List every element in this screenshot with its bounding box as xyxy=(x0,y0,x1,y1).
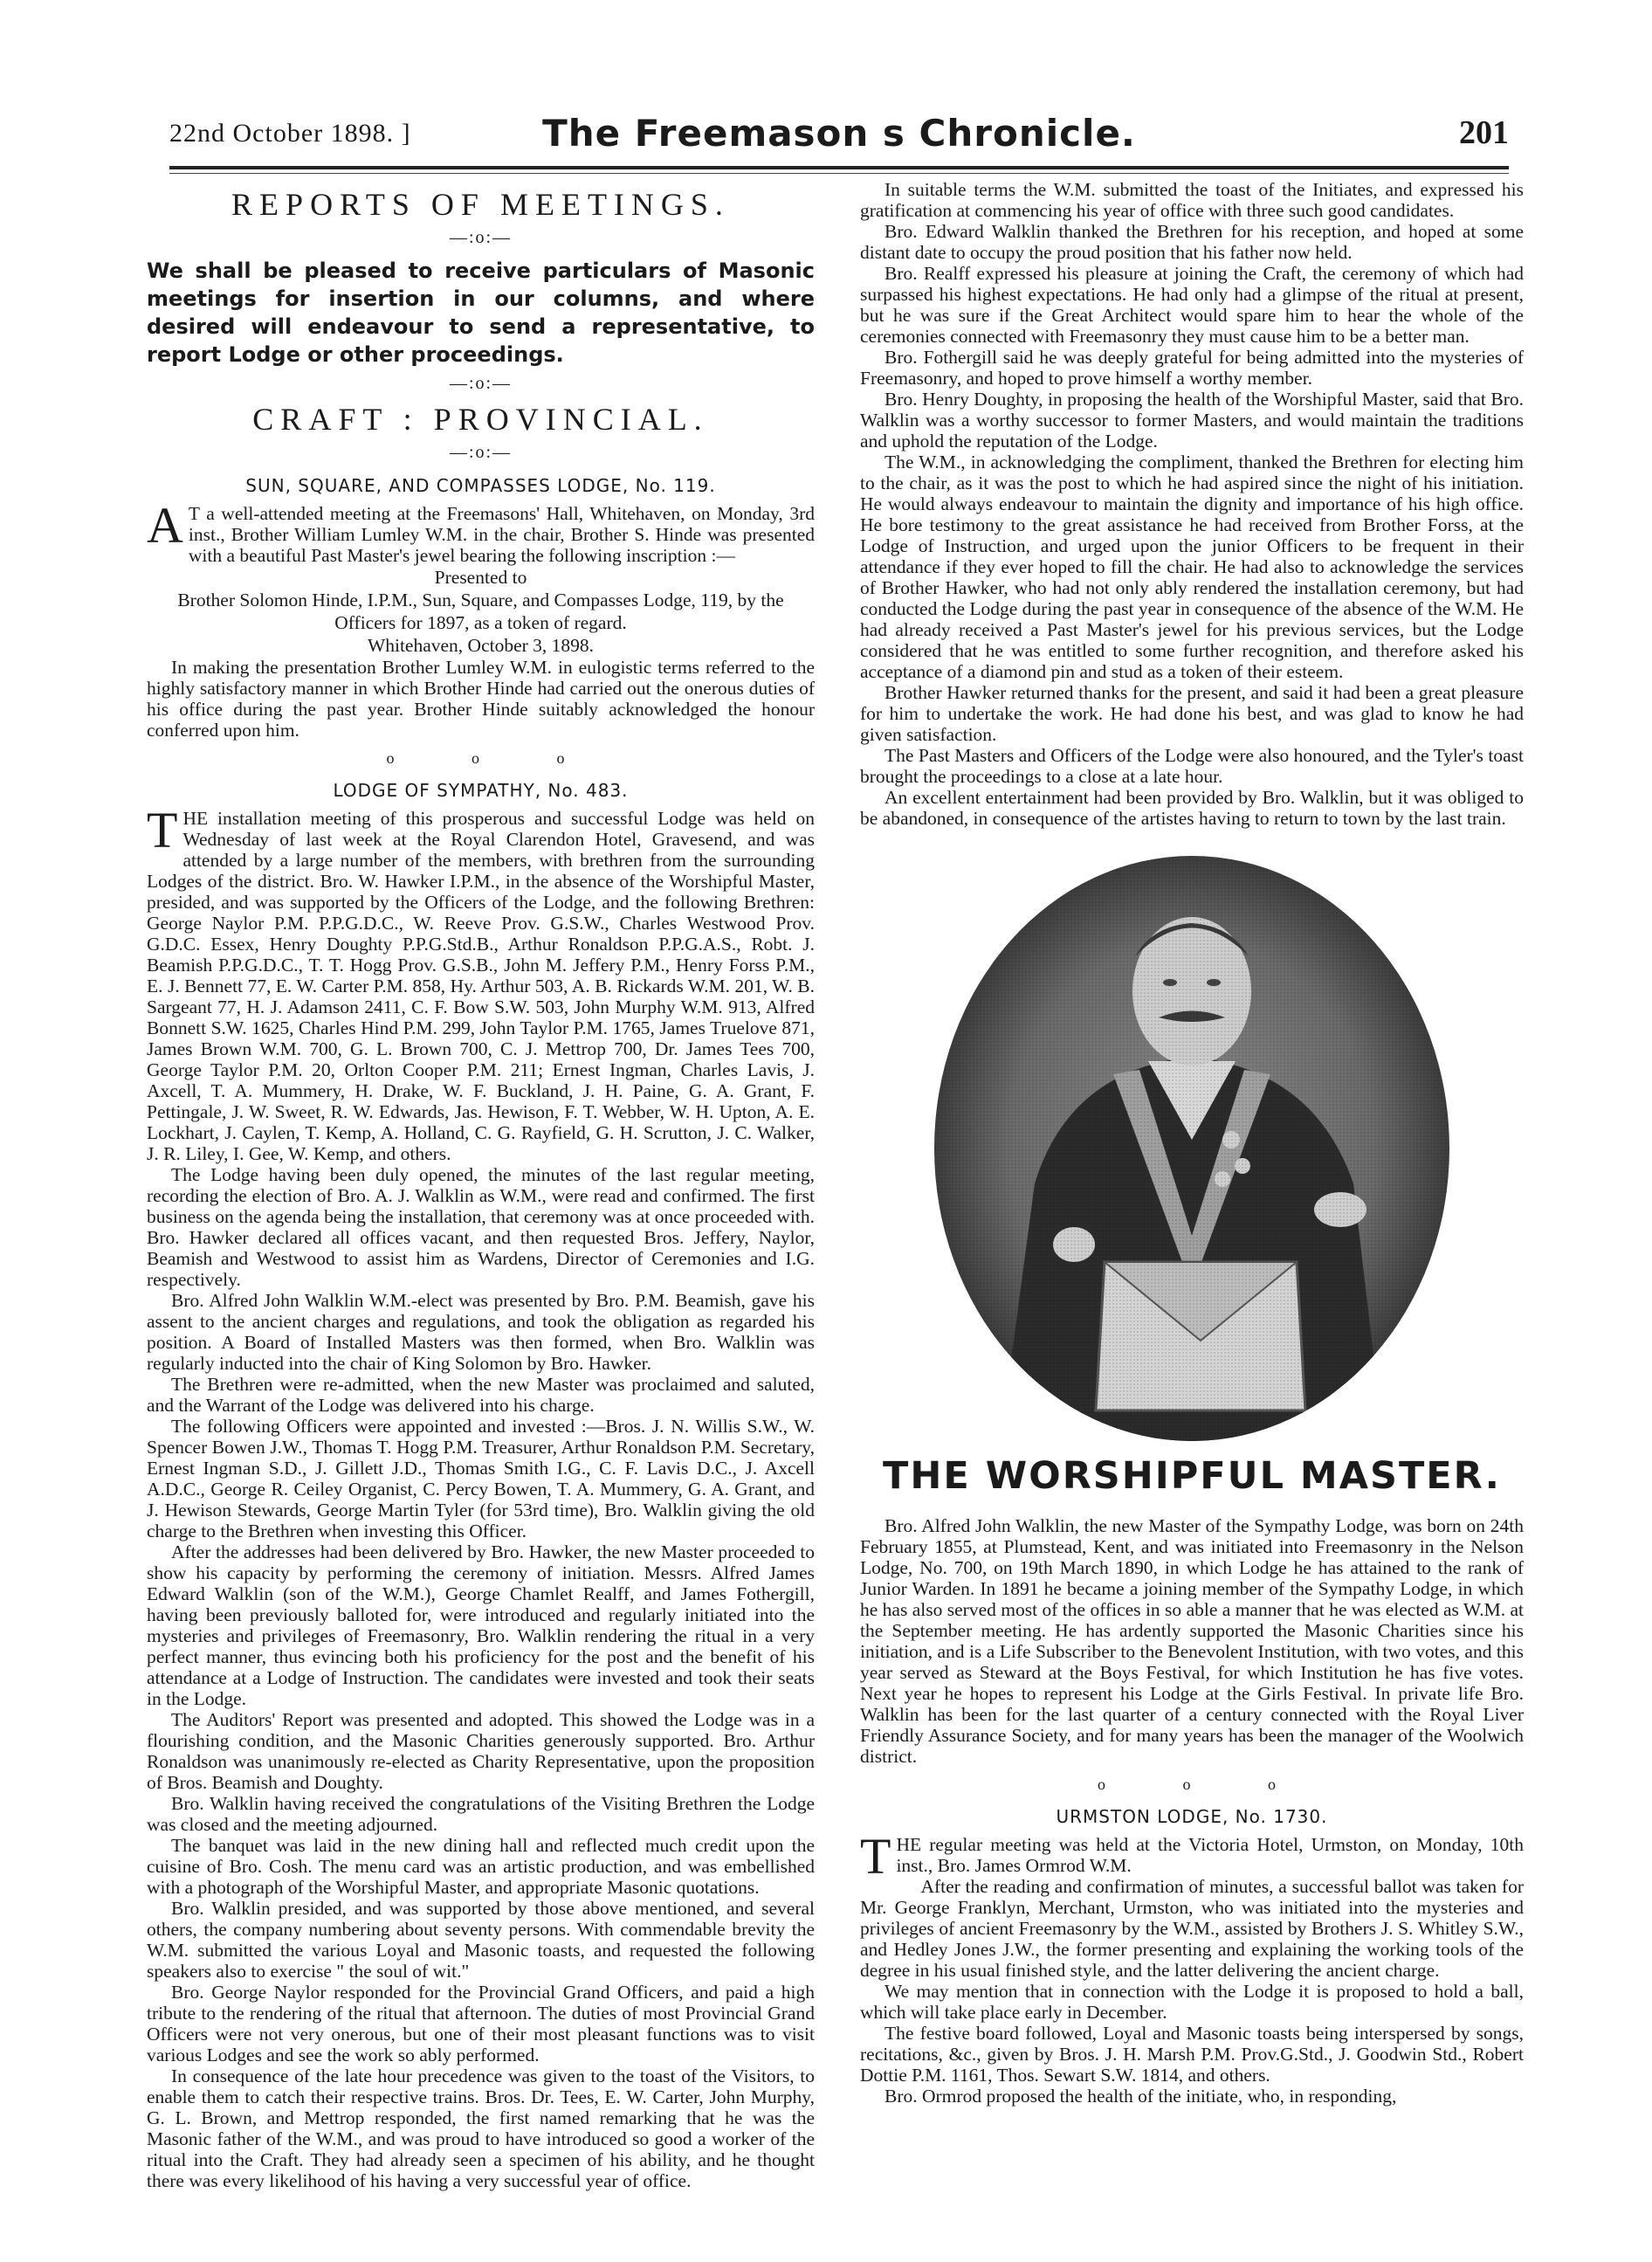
sympathy-paragraph: Bro. Walklin having received the congratulations of the Visiting Brethren the Lodge was closed and the meeting adjourned. xyxy=(147,1793,815,1835)
drop-cap: T xyxy=(860,1828,891,1885)
drop-cap: T xyxy=(147,802,178,859)
urmston-paragraph: We may mention that in connection with the Lodge it is proposed to hold a ball, which will take place early in December. xyxy=(860,1981,1524,2023)
sympathy-paragraph: After the addresses had been delivered by Bro. Hawker, the new Master proceeded to show his capacity by performing the ceremony of initiation. Messrs. Alfred James Edward Walklin (son of the W.M.), George Chamlet Realff, and James Fothergill, having been previously balloted for, were introduced and regularly initiated into the mysteries and privileges of Freemasonry, Bro. Walklin rendering the ritual in a very perfect manner, thus evincing both his proficiency for the post and the benefit of his attendance at a Lodge of Instruction. The candidates were invested and took their seats in the Lodge. xyxy=(147,1541,815,1709)
article-paragraph: In suitable terms the W.M. submitted the toast of the Initiates, and expressed his gratification at commencing his year of office with three such good candidates. xyxy=(860,179,1524,221)
article-paragraph: Bro. Henry Doughty, in proposing the health of the Worshipful Master, said that Bro. Walklin was a worthy successor to former Masters, and would maintain the traditions and uphold the reputation of the Lodge. xyxy=(860,389,1524,452)
article-paragraph: Bro. Fothergill said he was deeply grateful for being admitted into the mysteries of Freemasonry, and hoped to prove himself a worthy member. xyxy=(860,347,1524,389)
sympathy-paragraph: Bro. Walklin presided, and was supported by those above mentioned, and several others, the company numbering about seventy persons. With commendable brevity the W.M. submitted the various Loyal and Masonic toasts, and requested the following speakers also to exercise " the soul of wit." xyxy=(147,1898,815,1982)
article-paragraph: Bro. Edward Walklin thanked the Brethren for his reception, and hoped at some distant date to occupy the proud position that his father now held. xyxy=(860,221,1524,263)
sympathy-lodge-title: LODGE OF SYMPATHY, No. 483. xyxy=(333,780,629,801)
worshipful-master-title: THE WORSHIPFUL MASTER. xyxy=(883,1454,1501,1498)
drop-cap: A xyxy=(147,497,183,554)
craft-provincial-heading: CRAFT : PROVINCIAL. xyxy=(252,402,709,437)
issue-date: 22nd October 1898. ] xyxy=(169,119,411,148)
article-paragraph: Bro. Realff expressed his pleasure at joining the Craft, the ceremony of which had surpassed his highest expectations. He had only had a glimpse of the ritual at present, but he was sure if the Great Architect would spare him to hear the whole of the ceremonies connected with Freemasonry they must cause him to be a better man. xyxy=(860,263,1524,347)
sun-lodge-title: SUN, SQUARE, AND COMPASSES LODGE, No. 119. xyxy=(245,475,716,496)
article-paragraph: The Past Masters and Officers of the Lodge were also honoured, and the Tyler's toast brought the proceedings to a close at a late hour. xyxy=(860,745,1524,787)
portrait-image xyxy=(930,852,1454,1445)
sympathy-paragraph: The Lodge having been duly opened, the minutes of the last regular meeting, recording the election of Bro. A. J. Walklin as W.M., were read and confirmed. The first business on the agenda being the installation, that ceremony was at once proceeded with. Bro. Hawker declared all offices vacant, and then requested Bros. Jeffery, Naylor, Beamish and Westwood to assist him as Wardens, Director of Ceremonies and I.G. respectively. xyxy=(147,1164,815,1290)
article-paragraph: The W.M., in acknowledging the compliment, thanked the Brethren for electing him to the chair, as it was the post to which he had aspired since the night of his initiation. He would always endeavour to maintain the dignity and importance of his high office. He bore testimony to the great assistance he had received from Brother Forss, at the Lodge of Instruction, and urged upon the junior Officers to be frequent in their attendance if they ever hoped to fill the chair. He had also to acknowledge the services of Brother Hawker, who had not only ably rendered the installation ceremony, but had conducted the Lodge during the past year in consequence of the absence of the W.M. He had already received a Past Master's jewel for his previous services, but the Lodge considered that he was entitled to some further recognition, and therefore asked his acceptance of a diamond pin and stud as a token of their esteem. xyxy=(860,452,1525,682)
urmston-paragraph: THE regular meeting was held at the Victoria Hotel, Urmston, on Monday, 10th inst., Bro. James Ormrod W.M. xyxy=(860,1828,1524,1885)
sympathy-paragraph: The following Officers were appointed and invested :—Bros. J. N. Willis S.W., W. Spencer Bowen J.W., Thomas T. Hogg P.M. Treasurer, Arthur Ronaldson P.M. Secretary, Ernest Ingman S.D., J. Gillett J.D., Thomas Smith I.G., C. F. Lavis D.C., J. Axcell A.D.C., George R. Ceiley Organist, C. Percy Bowen, T. A. Mummery, G. A. Grant, and J. Hewison Stewards, George Martin Tyler (for 53rd time), Bro. Walklin giving the old charge to the Brethren when investing this Officer. xyxy=(147,1416,815,1541)
right-column xyxy=(860,179,1524,2107)
ornament: —:o:— xyxy=(449,443,513,462)
article-paragraph: An excellent entertainment had been provided by Bro. Walklin, but it was obliged to be abandoned, in consequence of the artistes having to return to town by the last train. xyxy=(860,787,1524,829)
header-rule xyxy=(169,166,1509,169)
masthead-title: The Freemason s Chronicle. xyxy=(542,112,1136,155)
inscription-line-3: Whitehaven, October 3, 1898. xyxy=(367,635,595,656)
urmston-lodge-title: URMSTON LODGE, No. 1730. xyxy=(1056,1806,1328,1827)
urmston-paragraph: The festive board followed, Loyal and Masonic toasts being interspersed by songs, recitations, &c., given by Bros. J. H. Marsh P.M. Prov.G.Std., J. Goodwin Std., Robert Dottie P.M. 1161, Thos. Sewart S.W. 1814, and others. xyxy=(860,2023,1524,2086)
section-divider: o o o xyxy=(1098,1776,1312,1793)
ornament: —:o:— xyxy=(449,374,513,393)
sympathy-paragraph: THE installation meeting of this prosperous and successful Lodge was held on Wednesday of last week at the Royal Clarendon Hotel, Gravesend, and was attended by a large number of the members, with brethren from the surrounding Lodges of the district. Bro. W. Hawker I.P.M., in the absence of the Worshipful Master, presided, and was supported by the Officers of the Lodge, and the following Brethren: George Naylor P.M. P.P.G.D.C., W. Reeve Prov. G.S.W., Charles Westwood Prov. G.D.C. Essex, Henry Doughty P.P.G.Std.B., Arthur Ronaldson P.P.G.A.S., Robt. J. Beamish P.P.G.D.C., T. T. Hogg Prov. G.S.B., John M. Jeffery P.M., Henry Forss P.M., E. J. Bennett 77, E. W. Carter P.M. 858, Hy. Arthur 503, A. B. Rickards W.M. 201, W. B. Sargeant 77, H. J. Adamson 2411, C. F. Bow S.W. 503, John Murphy W.M. 913, Alfred Bonnett S.W. 1625, Charles Hind P.M. 299, John Taylor P.M. 1765, James Truelove 871, James Brown W.M. 700, G. L. Brown 700, C. J. Mettrop 700, Dr. James Tees 700, George Taylor P.M. 20, Orlton Cooper P.M. 211; Ernest Ingman, Charles Lavis, J. Axcell, T. A. Mummery, H. Drake, W. F. Buckland, J. H. Paine, G. A. Grant, F. Pettingale, J. W. Sweet, R. W. Edwards, Jas. Hewison, F. T. Webber, W. H. Upton, A. E. Lockhart, J. Caylen, T. Kemp, A. Holland, C. G. Rayfield, G. H. Scrutton, J. C. Walker, J. R. Liley, I. Gee, W. Kemp, and others. xyxy=(147,802,815,1164)
sympathy-paragraph: The Brethren were re-admitted, when the new Master was proclaimed and saluted, and the Warrant of the Lodge was delivered into his charge. xyxy=(147,1374,815,1416)
worshipful-master-portrait xyxy=(930,852,1454,1445)
page-header xyxy=(169,112,1509,164)
sympathy-paragraph: Bro. Alfred John Walklin W.M.-elect was presented by Bro. P.M. Beamish, gave his assent to the ancient charges and regulations, and took the obligation as regarded his position. A Board of Installed Masters was then formed, when Bro. Walklin was regularly inducted into the chair of King Solomon by Bro. Hawker. xyxy=(147,1290,815,1374)
inscription-line-2: Brother Solomon Hinde, I.P.M., Sun, Square, and Compasses Lodge, 119, by the Officers for 1897, as a token of regard. xyxy=(177,590,784,633)
sympathy-paragraph: The banquet was laid in the new dining hall and reflected much credit upon the cuisine of Bro. Cosh. The menu card was an artistic production, and was embellished with a photograph of the Worshipful Master, and appropriate Masonic quotations. xyxy=(147,1835,815,1898)
notice-text: We shall be pleased to receive particulars of Masonic meetings for insertion in our columns, and where desired will endeavour to send a representative, to report Lodge or other proceedings. xyxy=(147,259,815,367)
urmston-paragraph: After the reading and confirmation of minutes, a successful ballot was taken for Mr. George Franklyn, Merchant, Urmston, who was initiated into the mysteries and privileges of ancient Freemasonry by the W.M., assisted by Brothers J. S. Whitley S.W., and Hedley Jones J.W., the former presenting and explaining the working tools of the degree in his usual finished style, and the latter delivering the ancient charge. xyxy=(860,1876,1524,1981)
page-number: 201 xyxy=(1459,114,1509,151)
inscription-line-1: Presented to xyxy=(434,567,527,588)
worshipful-master-paragraph: Bro. Alfred John Walklin, the new Master of the Sympathy Lodge, was born on 24th February 1855, at Plumstead, Kent, and was initiated into Freemasonry in the Nelson Lodge, No. 700, on 19th March 1890, in which Lodge he has attained to the rank of Junior Warden. In 1891 he became a joining member of the Sympathy Lodge, in which he has also served most of the offices in so able a manner that he was elected as W.M. at the September meeting. He has ardently supported the Masonic Charities since his initiation, and is a Life Subscriber to the Benevolent Institution, with two votes, and this year served as Steward at the Boys Festival, for which Institution he has five votes. Next year he hopes to represent his Lodge at the Girls Festival. In private life Bro. Walklin has been for the last quarter of a century connected with the Royal Liver Friendly Assurance Society, and for many years has been the manager of the Woolwich district. xyxy=(860,1515,1524,1767)
section-divider: o o o xyxy=(386,749,602,767)
left-column xyxy=(147,179,815,2191)
reports-heading: REPORTS OF MEETINGS. xyxy=(231,187,730,222)
sun-paragraph-2: In making the presentation Brother Lumley W.M. in eulogistic terms referred to the highly satisfactory manner in which Brother Hinde had carried out the onerous duties of his office during the past year. Brother Hinde suitably acknowledged the honour conferred upon him. xyxy=(147,657,815,741)
urmston-paragraph: Bro. Ormrod proposed the health of the initiate, who, in responding, xyxy=(885,2086,1397,2107)
sympathy-paragraph: The Auditors' Report was presented and adopted. This showed the Lodge was in a flourishing condition, and the Masonic Charities generously supported. Bro. Arthur Ronaldson was unanimously re-elected as Charity Representative, upon the proposition of Bros. Beamish and Doughty. xyxy=(147,1709,815,1793)
sun-paragraph-1: A T a well-attended meeting at the Freemasons' Hall, Whitehaven, on Monday, 3rd inst., Brother William Lumley W.M. in the chair, Brother S. Hinde was presented with a beautiful Past Master's jewel bearing the following inscription :— xyxy=(147,497,815,566)
sympathy-paragraph: Bro. George Naylor responded for the Provincial Grand Officers, and paid a high tribute to the rendering of the ritual that afternoon. The duties of most Provincial Grand Officers were not very onerous, but one of their most pleasant functions was to visit various Lodges and see the work so ably performed. xyxy=(147,1982,815,2065)
article-paragraph: Brother Hawker returned thanks for the present, and said it had been a great pleasure for him to undertake the work. He had done his best, and was glad to know he had given satisfaction. xyxy=(860,682,1524,745)
header-rule-thin xyxy=(169,173,1509,174)
sympathy-paragraph: In consequence of the late hour precedence was given to the toast of the Visitors, to enable them to catch their respective trains. Bros. Dr. Tees, E. W. Carter, John Murphy, G. L. Brown, and Mettrop responded, the first named remarking that he was the Masonic father of the W.M., and was proud to have introduced so good a worker of the ritual into the Craft. They had already seen a specimen of his ability, and he thought there was every likelihood of his having a very successful year of office. xyxy=(147,2065,815,2191)
ornament: —:o:— xyxy=(449,228,513,247)
